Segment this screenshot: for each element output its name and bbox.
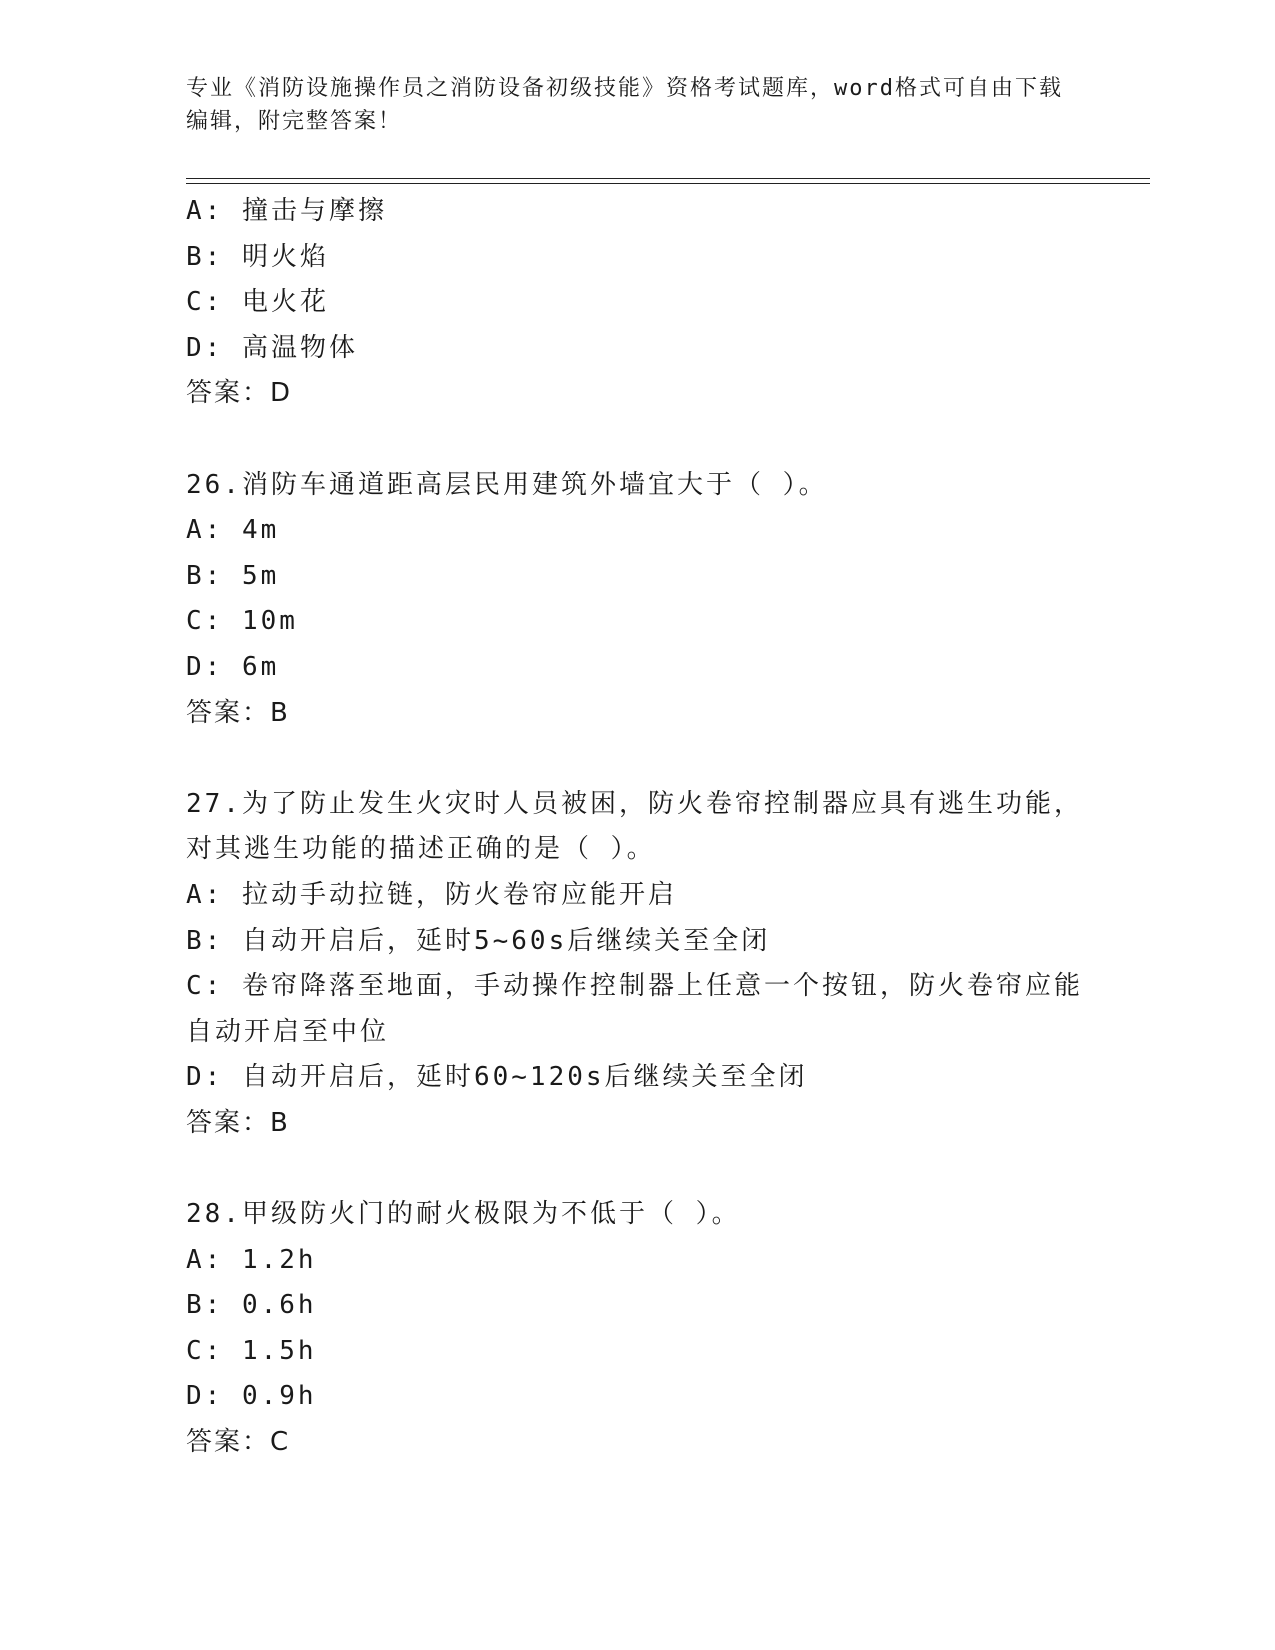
option-c: C: 电火花 — [186, 287, 329, 318]
option-a: A: 1.2h — [186, 1244, 317, 1275]
question-26-block — [186, 463, 1086, 737]
option-b: B: 明火焰 — [186, 241, 329, 272]
answer: 答案：B — [186, 697, 290, 728]
option-d: D: 自动开启后，延时60~120s后继续关至全闭 — [186, 1062, 808, 1093]
option-a: A: 4m — [186, 515, 280, 546]
header-rule-bottom — [186, 183, 1150, 184]
option-c: C: 10m — [186, 606, 298, 637]
prev-question-block — [186, 189, 1086, 417]
question-text: 28.甲级防火门的耐火极限为不低于（ ）。 — [186, 1199, 741, 1230]
answer: 答案：B — [186, 1107, 290, 1138]
option-c: C: 1.5h — [186, 1335, 317, 1366]
option-d: D: 6m — [186, 651, 280, 682]
spacer — [186, 1146, 1086, 1192]
option-c: C: 卷帘降落至地面，手动操作控制器上任意一个按钮，防火卷帘应能自动开启至中位 — [186, 971, 1083, 1047]
option-a: A: 拉动手动拉链，防火卷帘应能开启 — [186, 879, 677, 910]
option-b: B: 0.6h — [186, 1290, 317, 1321]
spacer — [186, 417, 1086, 463]
option-b: B: 自动开启后，延时5~60s后继续关至全闭 — [186, 925, 771, 956]
question-content — [186, 189, 1086, 1466]
answer: 答案：C — [186, 1427, 291, 1458]
spacer — [186, 736, 1086, 782]
question-text: 26.消防车通道距高层民用建筑外墙宜大于（ ）。 — [186, 469, 828, 500]
option-d: D: 0.9h — [186, 1381, 317, 1412]
document-header: 专业《消防设施操作员之消防设备初级技能》资格考试题库，word格式可自由下载编辑，附完整答案！ — [186, 76, 1063, 134]
answer: 答案：D — [186, 378, 293, 409]
question-27-block — [186, 782, 1086, 1147]
question-28-block — [186, 1192, 1086, 1466]
header-rule-top — [186, 178, 1150, 179]
question-text: 27.为了防止发生火灾时人员被困，防火卷帘控制器应具有逃生功能，对其逃生功能的描述正确的是（ ）。 — [186, 788, 1083, 865]
option-d: D: 高温物体 — [186, 332, 358, 363]
option-a: A: 撞击与摩擦 — [186, 196, 387, 226]
option-b: B: 5m — [186, 560, 280, 591]
